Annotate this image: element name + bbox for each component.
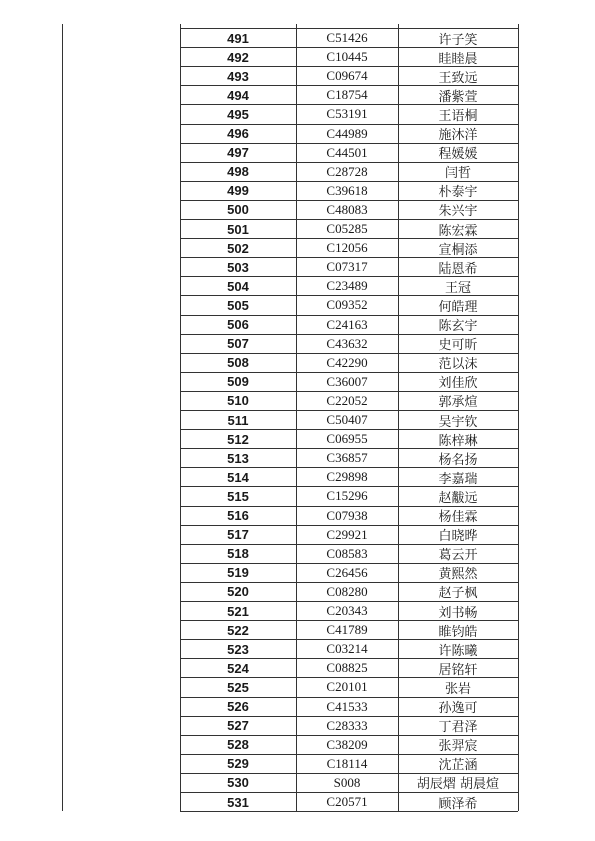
- table-border-left: [62, 24, 63, 811]
- student-code: C51426: [326, 30, 368, 46]
- row-number: 500: [227, 202, 249, 218]
- student-code: C23489: [326, 278, 368, 294]
- row-number: 499: [227, 183, 249, 199]
- student-name: 陆恩希: [438, 261, 478, 277]
- student-code: C05285: [326, 221, 368, 237]
- student-code: C20343: [326, 603, 368, 619]
- student-name: 何皓理: [438, 299, 478, 315]
- row-number: 506: [227, 317, 249, 333]
- row-number: 517: [227, 527, 249, 543]
- student-name: 刘书畅: [438, 605, 478, 621]
- student-name: 朴泰宇: [438, 185, 478, 200]
- row-number: 514: [227, 469, 249, 485]
- row-number: 504: [227, 278, 249, 294]
- student-name: 史可昕: [438, 338, 478, 353]
- student-code: C20571: [326, 794, 368, 810]
- row-number: 511: [227, 412, 249, 428]
- student-code: C50407: [326, 412, 368, 428]
- student-name: 杨佳霖: [438, 510, 478, 525]
- row-number: 513: [227, 450, 249, 466]
- student-code: C43632: [326, 335, 368, 351]
- student-code: C10445: [326, 49, 368, 65]
- student-name: 黄熙然: [438, 567, 478, 582]
- student-name: 眭睦晨: [438, 51, 478, 67]
- table-border-right: [518, 24, 519, 811]
- student-code: C20101: [326, 679, 368, 695]
- student-code: C08825: [326, 660, 368, 676]
- student-code: C44501: [326, 144, 368, 160]
- student-code: C28728: [326, 163, 368, 179]
- row-number: 526: [227, 699, 249, 715]
- student-name: 居铭轩: [438, 662, 478, 678]
- row-number: 497: [227, 145, 249, 161]
- student-name: 施沐洋: [438, 128, 478, 143]
- student-code: C03214: [326, 641, 368, 657]
- student-code: C28333: [326, 717, 368, 733]
- row-number: 501: [227, 221, 249, 237]
- row-number: 510: [227, 393, 249, 409]
- row-number: 495: [227, 106, 249, 122]
- student-name: 丁君泽: [438, 720, 478, 735]
- row-number: 530: [227, 775, 249, 791]
- student-name: 范以沫: [438, 357, 478, 372]
- row-number: 496: [227, 126, 249, 142]
- student-name: 闫哲: [444, 166, 471, 181]
- student-code: C39618: [326, 182, 368, 198]
- student-name: 陈玄宇: [438, 319, 478, 334]
- student-name: 许子笑: [438, 32, 478, 48]
- row-number: 527: [227, 718, 249, 734]
- student-code: C09674: [326, 68, 368, 84]
- row-number: 498: [227, 164, 249, 180]
- row-number: 528: [227, 737, 249, 753]
- row-number: 523: [227, 641, 249, 657]
- student-name: 孙逸可: [438, 701, 478, 716]
- student-code: C29921: [326, 526, 368, 542]
- row-number: 502: [227, 240, 249, 256]
- student-name: 赵黻远: [438, 490, 478, 506]
- student-name: 刘佳欣: [438, 376, 478, 391]
- row-number: 524: [227, 660, 249, 676]
- student-code: C06955: [326, 431, 368, 447]
- row-number: 522: [227, 622, 249, 638]
- row-number: 503: [227, 259, 249, 275]
- row-number: 519: [227, 565, 249, 581]
- table-bottom-border: [180, 811, 518, 812]
- student-code: C08583: [326, 545, 368, 561]
- student-code: C09352: [326, 297, 368, 313]
- row-number: 491: [227, 30, 249, 46]
- row-number: 493: [227, 68, 249, 84]
- student-name: 张羿宸: [438, 739, 478, 754]
- student-code: C29898: [326, 469, 368, 485]
- student-code: C18754: [326, 87, 368, 103]
- student-code: C26456: [326, 564, 368, 580]
- student-name: 张岩: [444, 681, 471, 697]
- student-name: 顾泽希: [438, 796, 478, 812]
- row-number: 525: [227, 679, 249, 695]
- student-name: 朱兴宇: [438, 204, 478, 219]
- student-name: 吴宇钦: [438, 414, 478, 430]
- student-name: 陈梓琳: [438, 433, 478, 449]
- student-name: 宣桐添: [438, 242, 478, 258]
- row-number: 531: [227, 794, 249, 810]
- student-code: C53191: [326, 106, 368, 122]
- student-name: 杨名扬: [438, 452, 478, 468]
- student-name: 陈宏霖: [438, 223, 478, 239]
- row-number: 505: [227, 297, 249, 313]
- student-name: 胡辰熠 胡晨煊: [416, 777, 500, 792]
- row-number: 518: [227, 546, 249, 562]
- student-code: C41533: [326, 698, 368, 714]
- student-code: C12056: [326, 240, 368, 256]
- student-code: C36857: [326, 450, 368, 466]
- student-name: 王语桐: [438, 108, 478, 124]
- student-name: 王致远: [438, 70, 478, 86]
- row-number: 521: [227, 603, 249, 619]
- row-number: 508: [227, 355, 249, 371]
- student-code: C36007: [326, 373, 368, 389]
- student-name: 李嘉瑞: [438, 471, 478, 487]
- row-number: 520: [227, 584, 249, 600]
- student-code: C22052: [326, 392, 368, 408]
- row-number: 507: [227, 336, 249, 352]
- student-code: C24163: [326, 316, 368, 332]
- student-name: 睢钧皓: [438, 624, 478, 640]
- student-name: 葛云开: [438, 548, 478, 563]
- student-name: 沈芷涵: [438, 758, 478, 773]
- student-name: 郭承煊: [438, 395, 478, 410]
- student-code: C48083: [326, 201, 368, 217]
- student-name: 白晓晔: [438, 529, 478, 544]
- student-name: 许陈曦: [438, 643, 478, 659]
- row-number: 512: [227, 431, 249, 447]
- row-number: 509: [227, 374, 249, 390]
- student-code: C07317: [326, 259, 368, 275]
- row-number: 529: [227, 756, 249, 772]
- row-number: 515: [227, 488, 249, 504]
- row-number: 492: [227, 49, 249, 65]
- student-code: C08280: [326, 583, 368, 599]
- student-name: 潘紫萱: [438, 89, 478, 105]
- row-number: 516: [227, 508, 249, 524]
- student-code: C44989: [326, 125, 368, 141]
- student-name: 赵子枫: [438, 586, 478, 601]
- student-code: C15296: [326, 488, 368, 504]
- student-code: C18114: [326, 755, 368, 771]
- student-code: S008: [333, 774, 361, 790]
- student-name: 王冠: [444, 280, 471, 296]
- row-number: 494: [227, 87, 249, 103]
- student-code: C38209: [326, 736, 368, 752]
- student-code: C07938: [326, 507, 368, 523]
- student-code: C42290: [326, 354, 368, 370]
- student-name: 程媛媛: [438, 147, 478, 162]
- student-code: C41789: [326, 622, 368, 638]
